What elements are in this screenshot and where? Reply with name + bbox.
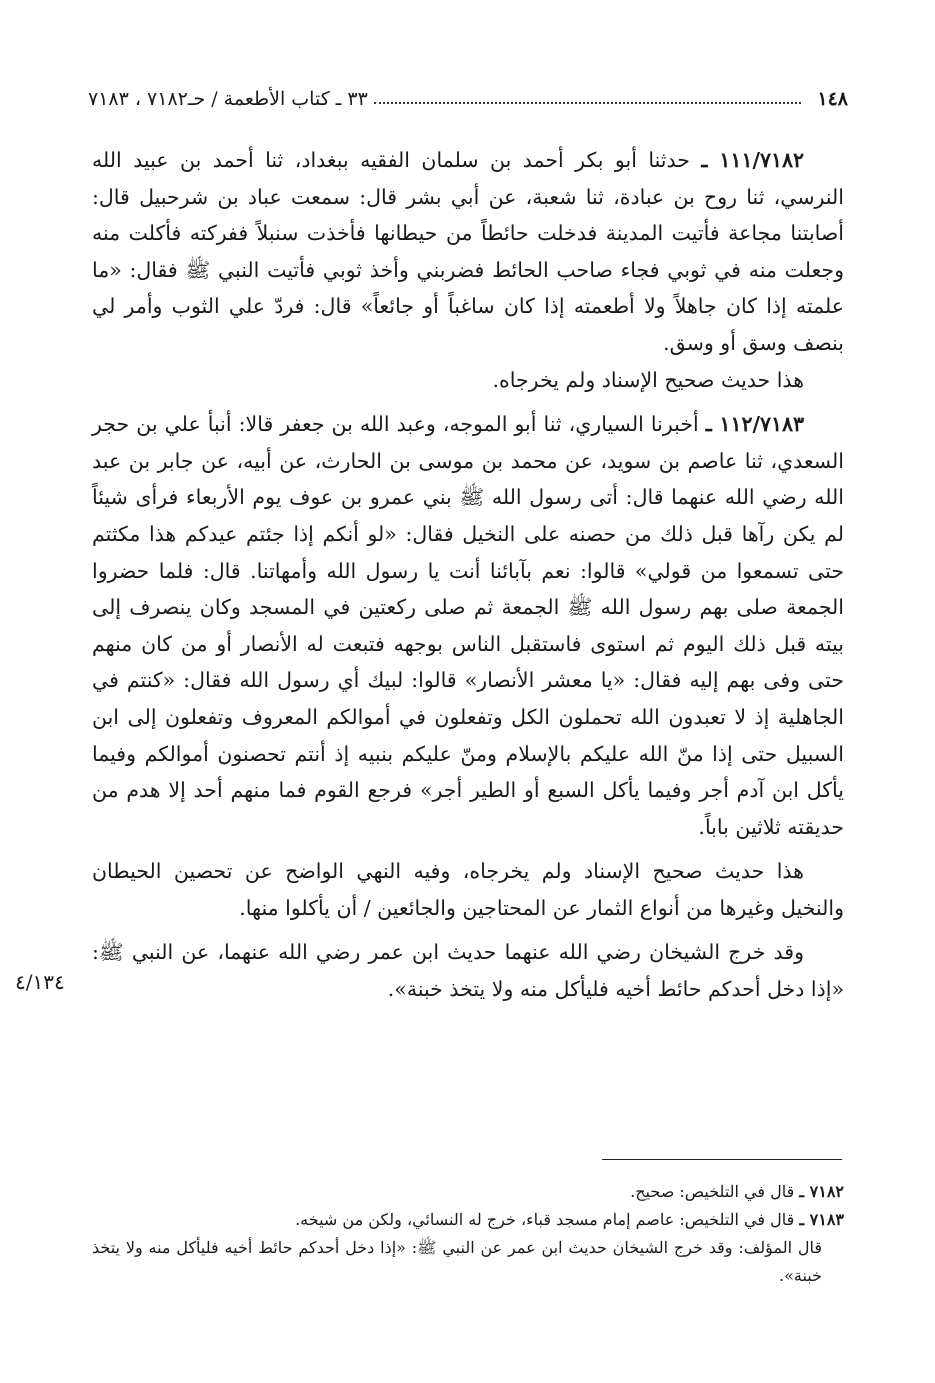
page-number: ١٤٨ <box>817 88 848 110</box>
footnote-separator <box>602 1159 842 1160</box>
hadith-grading: هذا حديث صحيح الإسناد ولم يخرجاه، وفيه النهي الواضح عن تحصين الحيطان والنخيل وغيرها من أنواع الثمار عن المحتاجين والجائعين / أن يأكلوا منها. <box>92 859 844 920</box>
hadith-number: ١١١/٧١٨٢ ـ <box>701 148 804 172</box>
footnote <box>92 1206 844 1234</box>
hadith-number: ١١٢/٧١٨٣ ـ <box>705 412 804 437</box>
footnotes <box>92 1178 844 1290</box>
footnote-author-note <box>92 1234 844 1290</box>
running-header <box>88 84 848 114</box>
footnote-text: قال المؤلف: وقد خرج الشيخان حديث ابن عمر عن النبي ﷺ: «إذا دخل أحدكم حائط أخيه فليأكل منه ولا يتخذ خبنة». <box>92 1238 823 1285</box>
footnote-text: قال في التلخيص: صحيح. <box>630 1182 795 1201</box>
footnote <box>92 1178 844 1206</box>
hadith-paragraph <box>92 142 844 362</box>
footnote-label: ٧١٨٢ ـ <box>799 1182 844 1201</box>
hadith-paragraph <box>92 406 844 845</box>
main-text <box>92 142 844 1008</box>
chapter-title: ٣٣ ـ كتاب الأطعمة / حـ٧١٨٢ ، ٧١٨٣ <box>88 88 368 110</box>
hadith-text: حدثنا أبو بكر أحمد بن سلمان الفقيه ببغداد، ثنا أحمد بن عبيد الله النرسي، ثنا روح بن عبادة، ثنا شعبة، عن أبي بشر قال: سمعت عباد بن شرحبيل قال: أصابتنا مجاعة فأتيت المدينة فدخلت حائطاً من حيطانها فأخذت سنبلاً ففركته فأكلت منه وجعلت منه في ثوبي فجاء صاحب الحائط فضربني وأخذ ثوبي فأتيت النبي ﷺ فقال: «ما علمته إذا كان جاهلاً ولا أطعمته إذا كان ساغباً أو جائعاً» قال: فردّ علي الثوب وأمر لي بنصف وسق أو وسق. <box>92 148 844 355</box>
hadith-grading: هذا حديث صحيح الإسناد ولم يخرجاه. <box>492 367 804 392</box>
footnote-label: ٧١٨٣ ـ <box>799 1210 844 1229</box>
closing-paragraph: وقد خرج الشيخان رضي الله عنهما حديث ابن عمر رضي الله عنهما، عن النبي ﷺ: «إذا دخل أحدكم حائط أخيه فليأكل منه ولا يتخذ خبنة». <box>92 940 844 1002</box>
hadith-text: أخبرنا السياري، ثنا أبو الموجه، وعبد الله بن جعفر قالا: أنبأ علي بن حجر السعدي، ثنا عاصم بن سويد، عن محمد بن موسى بن الحارث، عن أبيه، عن جابر بن عبد الله رضي الله عنهما قال: أتى رسول الله ﷺ بني عمرو بن عوف يوم الأربعاء فرأى شيئاً لم يكن رآها قبل ذلك من حصنه على النخيل فقال: «لو أنكم إذا جئتم عيدكم هذا مكثتم حتى تسمعوا من قولي» قالوا: نعم بآبائنا أنت يا رسول الله وأمهاتنا. قال: فلما حضروا الجمعة صلى بهم رسول الله ﷺ الجمعة ثم صلى ركعتين في المسجد وكان ينصرف إلى بيته قبل ذلك اليوم ثم استوى فاستقبل الناس بوجهه فتبعت له الأنصار أو من كان منهم حتى وفى بهم إليه فقال: «يا معشر الأنصار» قالوا: لبيك أي رسول الله فقال: «كنتم في الجاهلية إذ لا تعبدون الله تحملون الكل وتفعلون في أموالكم المعروف وتفعلون إلى ابن السبيل حتى إذا منّ الله عليكم بالإسلام ومنّ عليكم بنبيه إذ أنتم تحصنون أموالكم وفيما يأكل ابن آدم أجر وفيما يأكل السبع أو الطير أجر» فرجع القوم فما منهم أحد إلا هدم من حديقته ثلاثين باباً. <box>92 412 844 839</box>
footnote-text: قال في التلخيص: عاصم إمام مسجد قباء، خرج له النسائي، ولكن من شيخه. <box>295 1210 795 1229</box>
margin-volume-reference: ٤/١٣٤ <box>15 970 65 994</box>
dotted-leader <box>374 102 802 104</box>
